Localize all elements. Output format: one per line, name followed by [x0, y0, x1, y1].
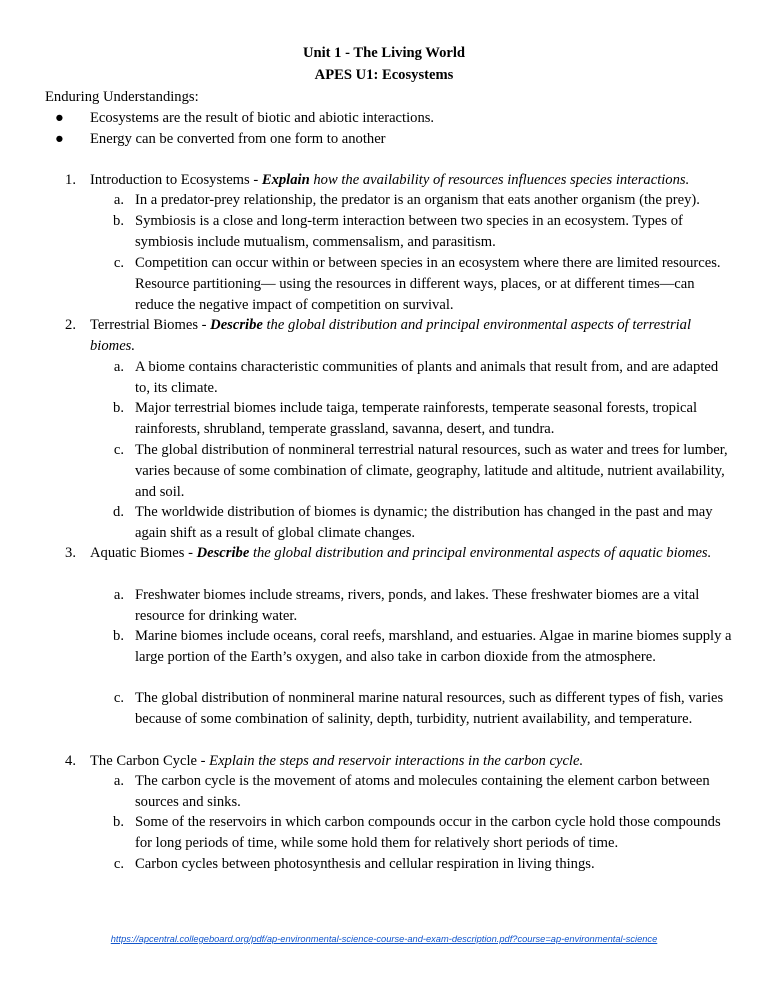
item-text: Symbiosis is a close and long-term interaction between two species in an ecosystem. Types of symbiosis include mutualism, commensalism, and parasitism.	[135, 213, 683, 250]
item-text: The worldwide distribution of biomes is dynamic; the distribution has changed in the past and may again shift as a result of global climate changes.	[135, 504, 713, 541]
item-marker: a.	[113, 773, 124, 789]
item-marker: a.	[113, 192, 124, 208]
item-text: The global distribution of nonmineral terrestrial natural resources, such as water and trees for lumber, varies because of some combination of climate, geography, latitude and altitude, nutrient availability, and soil.	[135, 442, 728, 500]
item-marker: c.	[113, 856, 124, 872]
item-marker: b.	[113, 400, 124, 416]
item-text: A biome contains characteristic communities of plants and animals that result from, and are adapted to, its climate.	[135, 359, 719, 396]
item-text: Some of the reservoirs in which carbon compounds occur in the carbon cycle hold those compounds for long periods of time, while some hold them for relatively short periods of time.	[135, 814, 721, 851]
enduring-bullet-text: Energy can be converted from one form to another	[90, 131, 386, 147]
section-objective: the global distribution and principal environmental aspects of aquatic biomes.	[249, 545, 712, 561]
enduring-bullet: ●	[55, 110, 64, 126]
section-marker: 4.	[65, 753, 76, 769]
item-marker: d.	[113, 504, 124, 520]
item-text: Freshwater biomes include streams, rivers, ponds, and lakes. These freshwater biomes are a vital resource for drinking water.	[135, 587, 700, 624]
item-text: The carbon cycle is the movement of atoms and molecules containing the element carbon between sources and sinks.	[135, 773, 710, 810]
enduring-bullet-text: Ecosystems are the result of biotic and abiotic interactions.	[90, 110, 435, 126]
section-objective: the global distribution and principal environmental aspects of terrestrial biomes.	[90, 317, 692, 354]
item-marker: b.	[113, 814, 124, 830]
section-topic: Terrestrial Biomes -	[90, 317, 211, 333]
section-topic: The Carbon Cycle -	[90, 753, 210, 769]
item-text: In a predator-prey relationship, the predator is an organism that eats another organism (the prey).	[135, 192, 700, 208]
item-text: Competition can occur within or between species in an ecosystem where there are limited resources. Resource partitioning— using the resources in different ways, places, or at different times—can reduce the negative impact of competition on survival.	[135, 255, 721, 313]
section-objective: how the availability of resources influences species interactions.	[309, 172, 690, 188]
item-marker: b.	[113, 628, 124, 644]
enduring-bullet: ●	[55, 131, 64, 147]
section-verb: Describe	[210, 317, 263, 333]
item-marker: b.	[113, 213, 124, 229]
section-marker: 3.	[65, 545, 76, 561]
item-text: Marine biomes include oceans, coral reefs, marshland, and estuaries. Algae in marine biomes supply a large portion of the Earth’s oxygen, and also take in carbon dioxide from the atmosphere.	[135, 628, 732, 665]
section-verb: Explain	[261, 172, 310, 188]
section-topic: Aquatic Biomes -	[90, 545, 197, 561]
item-marker: c.	[113, 442, 124, 458]
enduring-heading: Enduring Understandings:	[45, 89, 199, 105]
section-verb: Describe	[196, 545, 250, 561]
section-topic: Introduction to Ecosystems -	[90, 172, 262, 188]
section-marker: 1.	[65, 172, 76, 188]
section-heading	[90, 543, 726, 564]
section-heading	[90, 751, 730, 772]
item-text: The global distribution of nonmineral marine natural resources, such as different types of fish, varies because of some combination of salinity, depth, turbidity, nutrient availability, and temperature.	[135, 690, 724, 727]
item-marker: c.	[113, 690, 124, 706]
item-marker: a.	[113, 359, 124, 375]
item-marker: a.	[113, 587, 124, 603]
item-marker: c.	[113, 255, 124, 271]
document-subtitle: APES U1: Ecosystems	[314, 67, 454, 83]
item-text: Major terrestrial biomes include taiga, temperate rainforests, temperate seasonal forests, tropical rainforests, shrubland, temperate grassland, savanna, desert, and tundra.	[135, 400, 698, 437]
section-heading	[90, 315, 726, 357]
source-link[interactable]: https://apcentral.collegeboard.org/pdf/ap-environmental-science-course-and-exam-description.pdf?course=ap-environmental-science	[110, 934, 658, 944]
document-title: Unit 1 - The Living World	[302, 45, 466, 61]
section-marker: 2.	[65, 317, 76, 333]
section-objective: Explain the steps and reservoir interactions in the carbon cycle.	[209, 753, 584, 769]
item-text: Carbon cycles between photosynthesis and cellular respiration in living things.	[135, 856, 595, 872]
section-heading	[90, 170, 730, 191]
